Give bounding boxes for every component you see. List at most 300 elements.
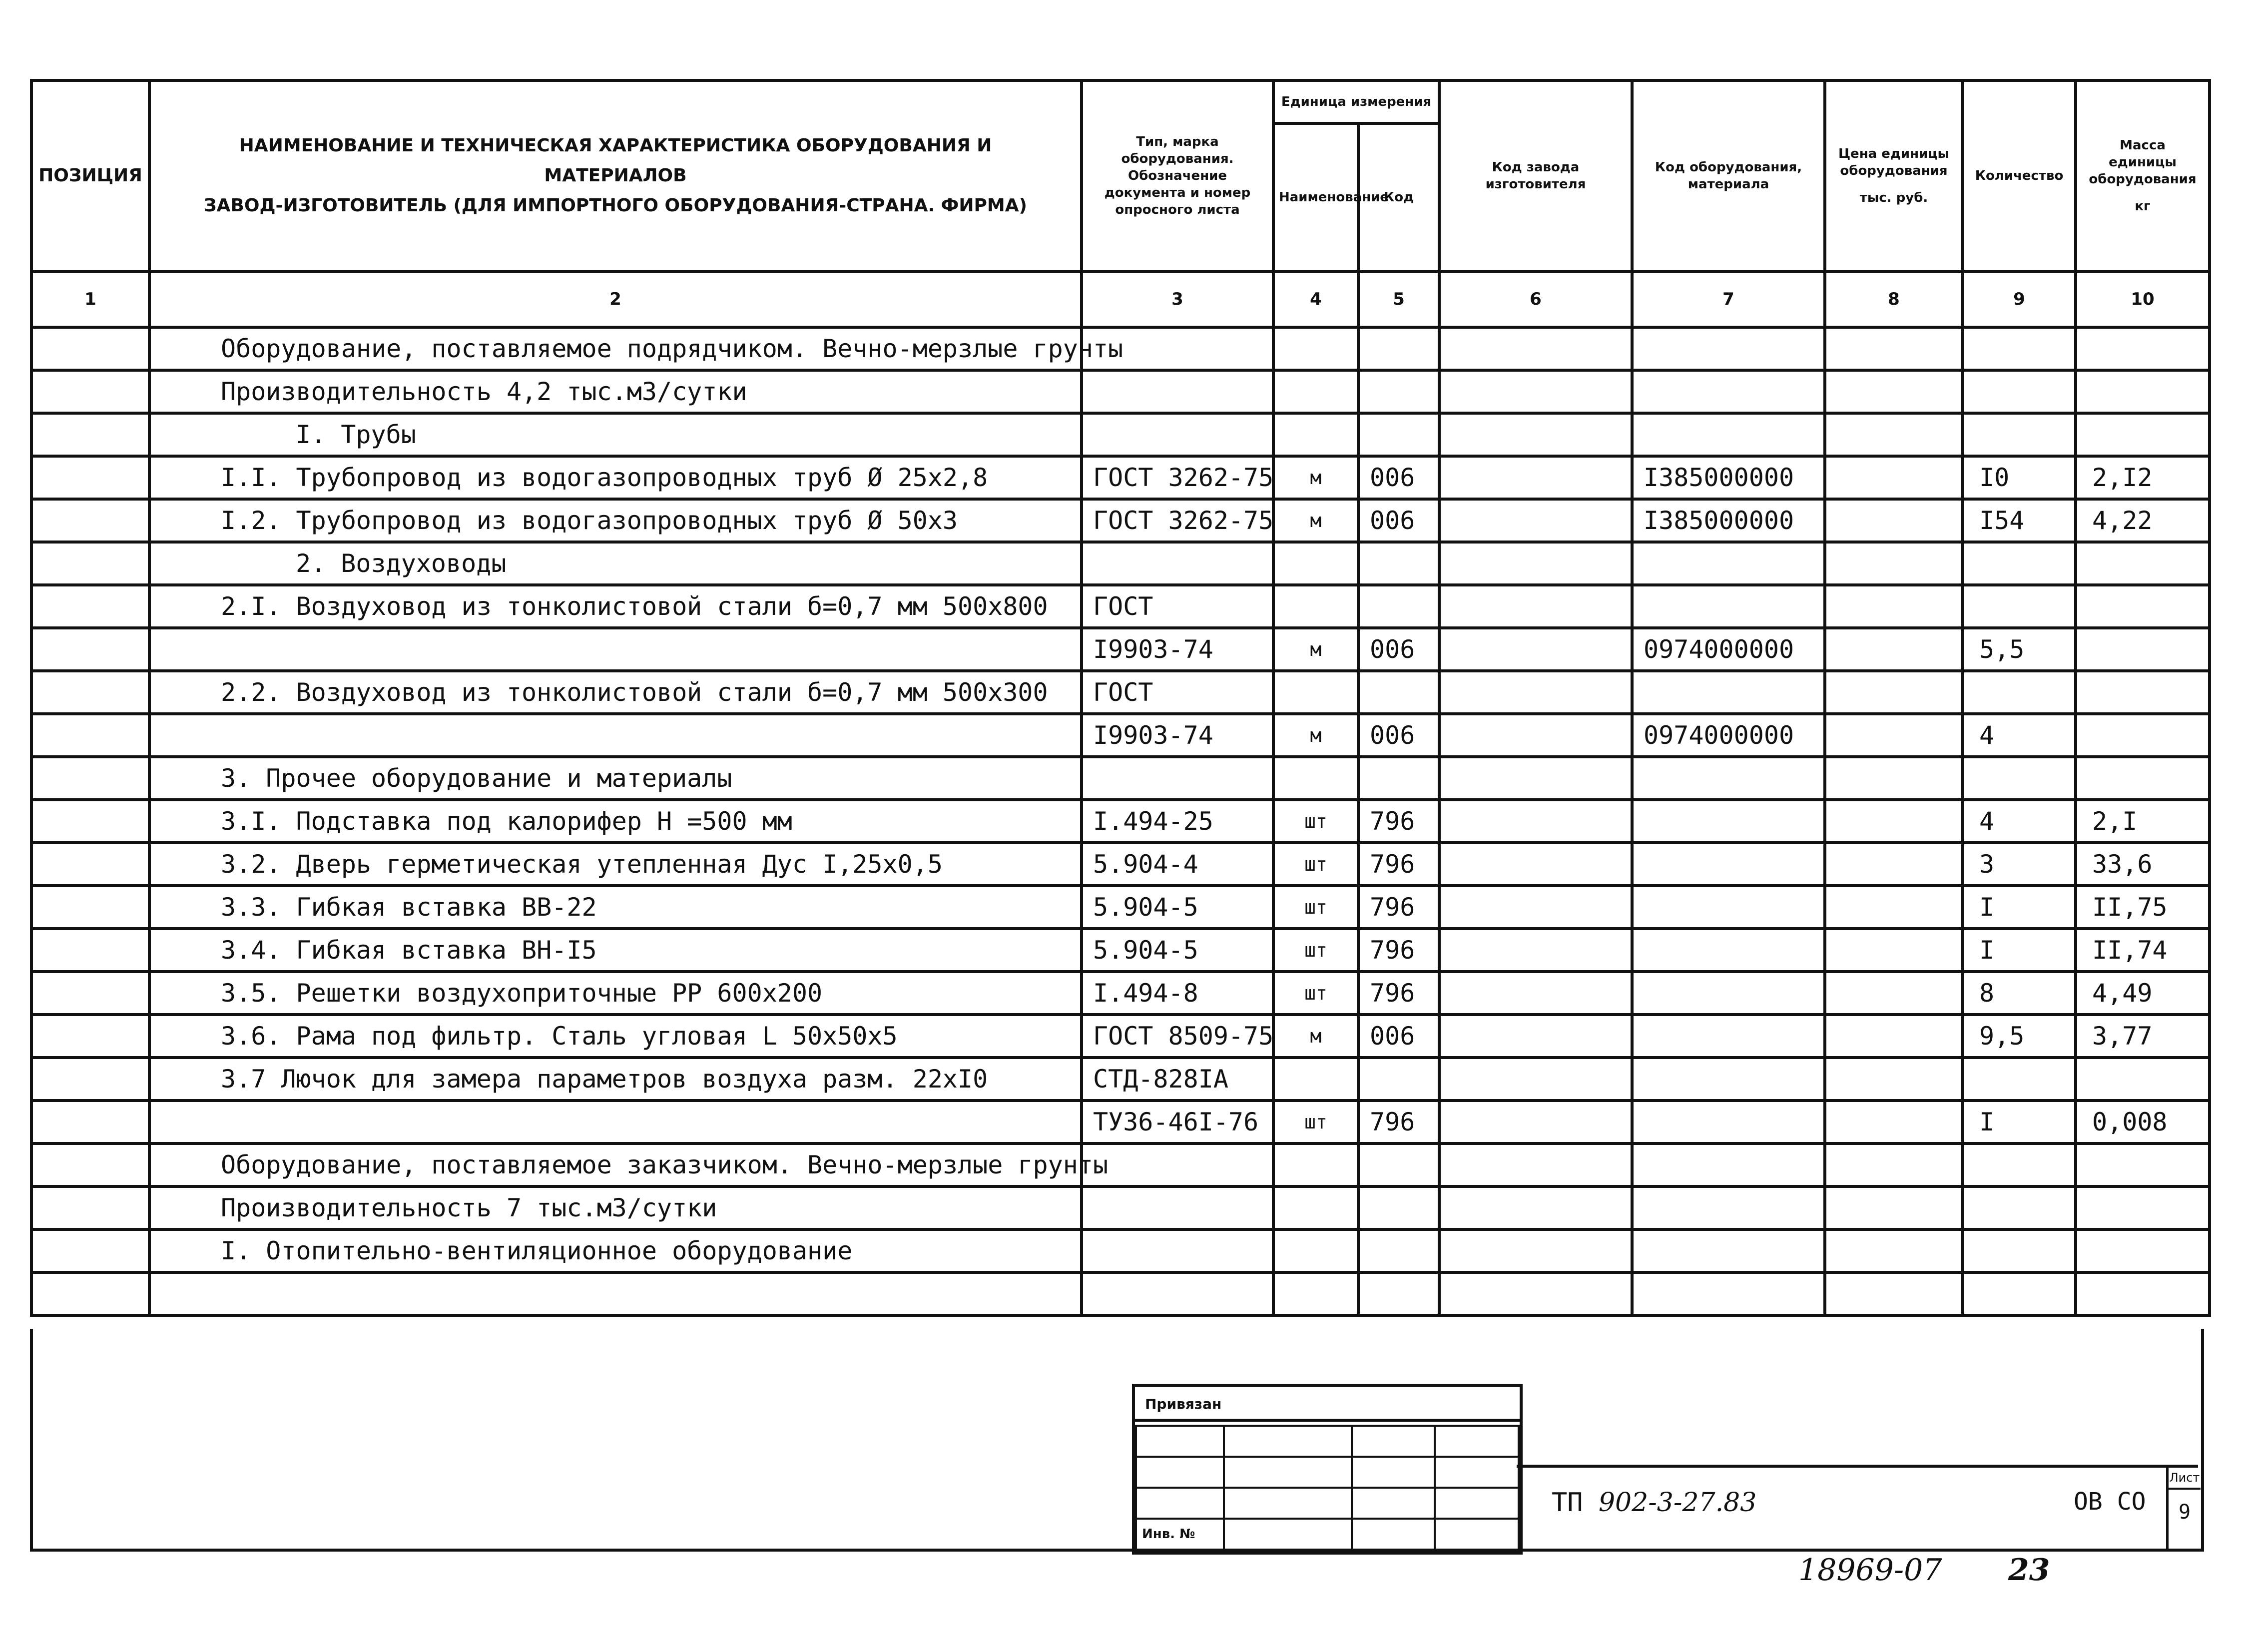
sheet-number: 9: [2178, 1501, 2191, 1524]
quantity-cell: I: [1963, 929, 2076, 972]
plant-code-cell: [1439, 843, 1632, 886]
name-cell: [149, 1101, 1082, 1143]
name-cell: Оборудование, поставляемое подрядчиком. Вечно-мерзлые грунты: [149, 327, 1082, 370]
price-cell: [1825, 1058, 1963, 1101]
quantity-cell: 9,5: [1963, 1015, 2076, 1058]
plant-code-cell: [1439, 757, 1632, 800]
quantity-cell: [1963, 585, 2076, 628]
name-cell: 2.2. Воздуховод из тонколистовой стали б=0,7 мм 500х300: [149, 671, 1082, 714]
position-cell: [31, 499, 149, 542]
header-position: ПОЗИЦИЯ: [31, 80, 149, 271]
header-quantity: Количество: [1963, 80, 2076, 271]
material-code-cell: [1632, 1186, 1825, 1229]
material-code-cell: [1632, 370, 1825, 413]
column-number-row: [31, 271, 2210, 327]
material-code-cell: 0974000000: [1632, 714, 1825, 757]
type-cell: 5.904-4: [1082, 843, 1273, 886]
position-cell: [31, 757, 149, 800]
mass-cell: 0,008: [2076, 1101, 2210, 1143]
unit-name-cell: м: [1273, 628, 1358, 671]
unit-name-cell: м: [1273, 499, 1358, 542]
header-name-line2: МАТЕРИАЛОВ: [544, 165, 687, 186]
price-cell: [1825, 456, 1963, 499]
mass-cell: [2076, 585, 2210, 628]
type-cell: ГОСТ: [1082, 671, 1273, 714]
material-code-cell: [1632, 413, 1825, 456]
position-cell: [31, 413, 149, 456]
type-cell: ГОСТ 3262-75: [1082, 499, 1273, 542]
table-row: [31, 456, 2210, 499]
unit-name-cell: [1273, 542, 1358, 585]
unit-code-cell: [1358, 542, 1439, 585]
mass-cell: [2076, 413, 2210, 456]
page-number: 23: [2008, 1553, 2050, 1588]
material-code-cell: [1632, 542, 1825, 585]
material-code-cell: [1632, 671, 1825, 714]
unit-name-cell: [1273, 370, 1358, 413]
name-cell: I.I. Трубопровод из водогазопроводных труб Ø 25х2,8: [149, 456, 1082, 499]
unit-name-cell: м: [1273, 456, 1358, 499]
name-cell: 3.3. Гибкая вставка ВВ-22: [149, 886, 1082, 929]
name-cell: I.2. Трубопровод из водогазопроводных труб Ø 50х3: [149, 499, 1082, 542]
header-material-code: Код оборудования, материала: [1632, 80, 1825, 271]
table-row: [31, 585, 2210, 628]
mass-cell: 33,6: [2076, 843, 2210, 886]
material-code-cell: [1632, 1058, 1825, 1101]
name-cell: I. Отопительно-вентиляционное оборудование: [149, 1229, 1082, 1272]
position-cell: [31, 671, 149, 714]
position-cell: [31, 1272, 149, 1315]
material-code-cell: [1632, 1229, 1825, 1272]
document-number: [1552, 1488, 1756, 1518]
price-cell: [1825, 585, 1963, 628]
unit-code-cell: [1358, 671, 1439, 714]
table-row: [31, 1229, 2210, 1272]
quantity-cell: [1963, 542, 2076, 585]
plant-code-cell: [1439, 1058, 1632, 1101]
mass-cell: 4,49: [2076, 972, 2210, 1015]
price-cell: [1825, 1101, 1963, 1143]
price-cell: [1825, 1272, 1963, 1315]
type-cell: ГОСТ: [1082, 585, 1273, 628]
table-row: [31, 843, 2210, 886]
column-number: 4: [1273, 271, 1358, 327]
unit-name-cell: [1273, 1143, 1358, 1186]
table-row: [31, 628, 2210, 671]
name-cell: 3.4. Гибкая вставка ВН-I5: [149, 929, 1082, 972]
table-row: [31, 714, 2210, 757]
column-number: 5: [1358, 271, 1439, 327]
table-row: [31, 757, 2210, 800]
plant-code-cell: [1439, 972, 1632, 1015]
sheet-box: [2166, 1468, 2201, 1552]
unit-code-cell: 006: [1358, 499, 1439, 542]
mass-cell: [2076, 327, 2210, 370]
column-number: 8: [1825, 271, 1963, 327]
price-cell: [1825, 1143, 1963, 1186]
price-cell: [1825, 542, 1963, 585]
mass-cell: 4,22: [2076, 499, 2210, 542]
unit-name-cell: шт: [1273, 886, 1358, 929]
handwritten-number: 18969-07: [1798, 1553, 1942, 1588]
stamp-title: Привязан: [1135, 1387, 1520, 1422]
quantity-cell: 4: [1963, 714, 2076, 757]
table-row: [31, 542, 2210, 585]
material-code-cell: I385000000: [1632, 456, 1825, 499]
plant-code-cell: [1439, 1143, 1632, 1186]
stamp-grid: [1135, 1425, 1520, 1551]
plant-code-cell: [1439, 542, 1632, 585]
mass-cell: 3,77: [2076, 1015, 2210, 1058]
position-cell: [31, 327, 149, 370]
unit-code-cell: [1358, 1143, 1439, 1186]
header-type: Тип, марка оборудования. Обозначение документа и номер опросного листа: [1082, 80, 1273, 271]
quantity-cell: I0: [1963, 456, 2076, 499]
unit-name-cell: [1273, 1058, 1358, 1101]
header-plant-code: Код завода изготовителя: [1439, 80, 1632, 271]
table-body: [31, 271, 2210, 1315]
name-cell: [149, 413, 1082, 456]
header-unit-group: Единица измерения: [1273, 80, 1439, 123]
column-number: 7: [1632, 271, 1825, 327]
material-code-cell: [1632, 757, 1825, 800]
title-block: [1517, 1465, 2198, 1552]
price-cell: [1825, 843, 1963, 886]
section-title: 2. Воздуховоды: [296, 549, 507, 578]
price-cell: [1825, 413, 1963, 456]
unit-code-cell: [1358, 370, 1439, 413]
plant-code-cell: [1439, 1101, 1632, 1143]
name-cell: [149, 714, 1082, 757]
name-cell: 2.I. Воздуховод из тонколистовой стали б=0,7 мм 500х800: [149, 585, 1082, 628]
column-number: 2: [149, 271, 1082, 327]
table-row: [31, 800, 2210, 843]
position-cell: [31, 1143, 149, 1186]
type-cell: [1082, 413, 1273, 456]
material-code-cell: [1632, 929, 1825, 972]
column-number: 3: [1082, 271, 1273, 327]
mass-cell: II,75: [2076, 886, 2210, 929]
quantity-cell: [1963, 413, 2076, 456]
material-code-cell: [1632, 327, 1825, 370]
plant-code-cell: [1439, 327, 1632, 370]
type-cell: [1082, 1143, 1273, 1186]
price-cell: [1825, 370, 1963, 413]
price-cell: [1825, 1186, 1963, 1229]
table-row: [31, 886, 2210, 929]
plant-code-cell: [1439, 413, 1632, 456]
unit-code-cell: [1358, 1058, 1439, 1101]
mass-cell: [2076, 757, 2210, 800]
type-cell: ГОСТ 8509-75: [1082, 1015, 1273, 1058]
type-cell: [1082, 542, 1273, 585]
type-cell: ГОСТ 3262-75: [1082, 456, 1273, 499]
mass-cell: [2076, 1058, 2210, 1101]
unit-name-cell: [1273, 413, 1358, 456]
type-cell: [1082, 1229, 1273, 1272]
material-code-cell: I385000000: [1632, 499, 1825, 542]
unit-code-cell: [1358, 1272, 1439, 1315]
plant-code-cell: [1439, 1229, 1632, 1272]
quantity-cell: I: [1963, 1101, 2076, 1143]
quantity-cell: [1963, 1229, 2076, 1272]
type-cell: I.494-25: [1082, 800, 1273, 843]
plant-code-cell: [1439, 714, 1632, 757]
name-cell: 3.6. Рама под фильтр. Сталь угловая L 50х50х5: [149, 1015, 1082, 1058]
mass-cell: [2076, 1143, 2210, 1186]
column-number: 6: [1439, 271, 1632, 327]
table-row: [31, 1015, 2210, 1058]
position-cell: [31, 886, 149, 929]
name-cell: [149, 628, 1082, 671]
unit-code-cell: 006: [1358, 1015, 1439, 1058]
unit-code-cell: [1358, 1186, 1439, 1229]
table-header: [31, 80, 2210, 271]
quantity-cell: 5,5: [1963, 628, 2076, 671]
header-unit-name: Наименование: [1273, 123, 1358, 271]
header-mass-label: Масса единицы оборудования: [2089, 138, 2197, 187]
type-cell: 5.904-5: [1082, 929, 1273, 972]
type-cell: 5.904-5: [1082, 886, 1273, 929]
table-row: [31, 929, 2210, 972]
type-cell: [1082, 1272, 1273, 1315]
specification-table: [30, 79, 2211, 1317]
header-name: [149, 80, 1082, 271]
mass-cell: II,74: [2076, 929, 2210, 972]
approval-stamp: [1132, 1384, 1523, 1555]
table-row: [31, 1272, 2210, 1315]
unit-name-cell: м: [1273, 714, 1358, 757]
quantity-cell: [1963, 1272, 2076, 1315]
quantity-cell: [1963, 757, 2076, 800]
mass-cell: [2076, 1272, 2210, 1315]
header-price: [1825, 80, 1963, 271]
quantity-cell: 3: [1963, 843, 2076, 886]
table-row: [31, 671, 2210, 714]
name-cell: Производительность 7 тыс.м3/сутки: [149, 1186, 1082, 1229]
unit-name-cell: [1273, 585, 1358, 628]
table-row: [31, 327, 2210, 370]
price-cell: [1825, 499, 1963, 542]
type-cell: [1082, 1186, 1273, 1229]
document-prefix: ТП: [1552, 1488, 1583, 1518]
unit-code-cell: 796: [1358, 1101, 1439, 1143]
price-cell: [1825, 671, 1963, 714]
name-cell: [149, 542, 1082, 585]
quantity-cell: 8: [1963, 972, 2076, 1015]
section-code: ОВ СО: [2074, 1488, 2146, 1516]
mass-cell: [2076, 671, 2210, 714]
unit-code-cell: [1358, 413, 1439, 456]
plant-code-cell: [1439, 585, 1632, 628]
position-cell: [31, 972, 149, 1015]
type-cell: I.494-8: [1082, 972, 1273, 1015]
table-row: [31, 1101, 2210, 1143]
material-code-cell: [1632, 886, 1825, 929]
header-name-line1: НАИМЕНОВАНИЕ И ТЕХНИЧЕСКАЯ ХАРАКТЕРИСТИКА ОБОРУДОВАНИЯ И: [239, 135, 992, 156]
unit-name-cell: шт: [1273, 843, 1358, 886]
plant-code-cell: [1439, 886, 1632, 929]
mass-cell: [2076, 628, 2210, 671]
quantity-cell: [1963, 370, 2076, 413]
unit-code-cell: 006: [1358, 456, 1439, 499]
unit-name-cell: шт: [1273, 929, 1358, 972]
unit-code-cell: 796: [1358, 886, 1439, 929]
unit-name-cell: [1273, 1272, 1358, 1315]
mass-cell: [2076, 370, 2210, 413]
material-code-cell: [1632, 1272, 1825, 1315]
position-cell: [31, 1186, 149, 1229]
mass-cell: [2076, 1229, 2210, 1272]
header-price-label: Цена единицы оборудования: [1838, 146, 1950, 178]
plant-code-cell: [1439, 1186, 1632, 1229]
table-row: [31, 1058, 2210, 1101]
name-cell: Оборудование, поставляемое заказчиком. Вечно-мерзлые грунты: [149, 1143, 1082, 1186]
position-cell: [31, 542, 149, 585]
material-code-cell: [1632, 1015, 1825, 1058]
unit-name-cell: [1273, 757, 1358, 800]
quantity-cell: [1963, 327, 2076, 370]
table-row: [31, 1186, 2210, 1229]
name-cell: 3. Прочее оборудование и материалы: [149, 757, 1082, 800]
position-cell: [31, 1015, 149, 1058]
unit-code-cell: 796: [1358, 972, 1439, 1015]
header-mass: [2076, 80, 2210, 271]
mass-cell: [2076, 714, 2210, 757]
unit-code-cell: 006: [1358, 628, 1439, 671]
column-number: 1: [31, 271, 149, 327]
price-cell: [1825, 327, 1963, 370]
unit-code-cell: [1358, 327, 1439, 370]
header-price-unit: тыс. руб.: [1859, 190, 1928, 205]
plant-code-cell: [1439, 628, 1632, 671]
name-cell: Производительность 4,2 тыс.м3/сутки: [149, 370, 1082, 413]
section-title: I. Трубы: [296, 420, 416, 449]
position-cell: [31, 800, 149, 843]
type-cell: I9903-74: [1082, 714, 1273, 757]
position-cell: [31, 714, 149, 757]
document-code: 902-3-27.83: [1598, 1488, 1757, 1518]
unit-code-cell: 796: [1358, 843, 1439, 886]
quantity-cell: 4: [1963, 800, 2076, 843]
specification-sheet: [30, 79, 2198, 1317]
name-cell: [149, 1272, 1082, 1315]
price-cell: [1825, 886, 1963, 929]
sheet-label: Лист: [2169, 1468, 2201, 1490]
quantity-cell: [1963, 1143, 2076, 1186]
quantity-cell: [1963, 1186, 2076, 1229]
unit-name-cell: [1273, 327, 1358, 370]
unit-code-cell: [1358, 1229, 1439, 1272]
position-cell: [31, 456, 149, 499]
name-cell: 3.2. Дверь герметическая утепленная Дус I,25х0,5: [149, 843, 1082, 886]
plant-code-cell: [1439, 1015, 1632, 1058]
price-cell: [1825, 972, 1963, 1015]
column-number: 10: [2076, 271, 2210, 327]
name-cell: 3.7 Лючок для замера параметров воздуха разм. 22хI0: [149, 1058, 1082, 1101]
unit-name-cell: [1273, 1229, 1358, 1272]
name-cell: 3.5. Решетки воздухоприточные РР 600х200: [149, 972, 1082, 1015]
material-code-cell: [1632, 585, 1825, 628]
price-cell: [1825, 757, 1963, 800]
type-cell: I9903-74: [1082, 628, 1273, 671]
unit-name-cell: м: [1273, 1015, 1358, 1058]
type-cell: [1082, 370, 1273, 413]
price-cell: [1825, 929, 1963, 972]
material-code-cell: [1632, 1143, 1825, 1186]
material-code-cell: [1632, 972, 1825, 1015]
table-row: [31, 972, 2210, 1015]
position-cell: [31, 843, 149, 886]
unit-name-cell: [1273, 1186, 1358, 1229]
unit-code-cell: 006: [1358, 714, 1439, 757]
material-code-cell: [1632, 800, 1825, 843]
unit-name-cell: шт: [1273, 1101, 1358, 1143]
position-cell: [31, 585, 149, 628]
unit-code-cell: [1358, 757, 1439, 800]
header-mass-unit: кг: [2135, 199, 2151, 214]
mass-cell: [2076, 1186, 2210, 1229]
type-cell: СТД-828IA: [1082, 1058, 1273, 1101]
quantity-cell: I: [1963, 886, 2076, 929]
plant-code-cell: [1439, 1272, 1632, 1315]
table-row: [31, 413, 2210, 456]
plant-code-cell: [1439, 456, 1632, 499]
position-cell: [31, 1229, 149, 1272]
mass-cell: 2,I: [2076, 800, 2210, 843]
position-cell: [31, 628, 149, 671]
material-code-cell: 0974000000: [1632, 628, 1825, 671]
price-cell: [1825, 800, 1963, 843]
unit-name-cell: [1273, 671, 1358, 714]
mass-cell: 2,I2: [2076, 456, 2210, 499]
table-row: [31, 1143, 2210, 1186]
header-unit-code: Код: [1358, 123, 1439, 271]
table-row: [31, 370, 2210, 413]
position-cell: [31, 1101, 149, 1143]
name-cell: 3.I. Подставка под калорифер H =500 мм: [149, 800, 1082, 843]
quantity-cell: I54: [1963, 499, 2076, 542]
unit-code-cell: 796: [1358, 929, 1439, 972]
position-cell: [31, 929, 149, 972]
inventory-label: Инв. №: [1136, 1519, 1224, 1550]
price-cell: [1825, 1015, 1963, 1058]
mass-cell: [2076, 542, 2210, 585]
plant-code-cell: [1439, 929, 1632, 972]
footer-area: [30, 1329, 2204, 1552]
unit-code-cell: [1358, 585, 1439, 628]
position-cell: [31, 370, 149, 413]
price-cell: [1825, 714, 1963, 757]
unit-name-cell: шт: [1273, 800, 1358, 843]
position-cell: [31, 1058, 149, 1101]
plant-code-cell: [1439, 671, 1632, 714]
price-cell: [1825, 1229, 1963, 1272]
header-name-line3: ЗАВОД-ИЗГОТОВИТЕЛЬ (ДЛЯ ИМПОРТНОГО ОБОРУДОВАНИЯ-СТРАНА. ФИРМА): [203, 195, 1028, 216]
unit-code-cell: 796: [1358, 800, 1439, 843]
table-row: [31, 499, 2210, 542]
type-cell: [1082, 757, 1273, 800]
unit-name-cell: шт: [1273, 972, 1358, 1015]
plant-code-cell: [1439, 499, 1632, 542]
quantity-cell: [1963, 671, 2076, 714]
plant-code-cell: [1439, 370, 1632, 413]
quantity-cell: [1963, 1058, 2076, 1101]
price-cell: [1825, 628, 1963, 671]
type-cell: ТУ36-46I-76: [1082, 1101, 1273, 1143]
column-number: 9: [1963, 271, 2076, 327]
plant-code-cell: [1439, 800, 1632, 843]
